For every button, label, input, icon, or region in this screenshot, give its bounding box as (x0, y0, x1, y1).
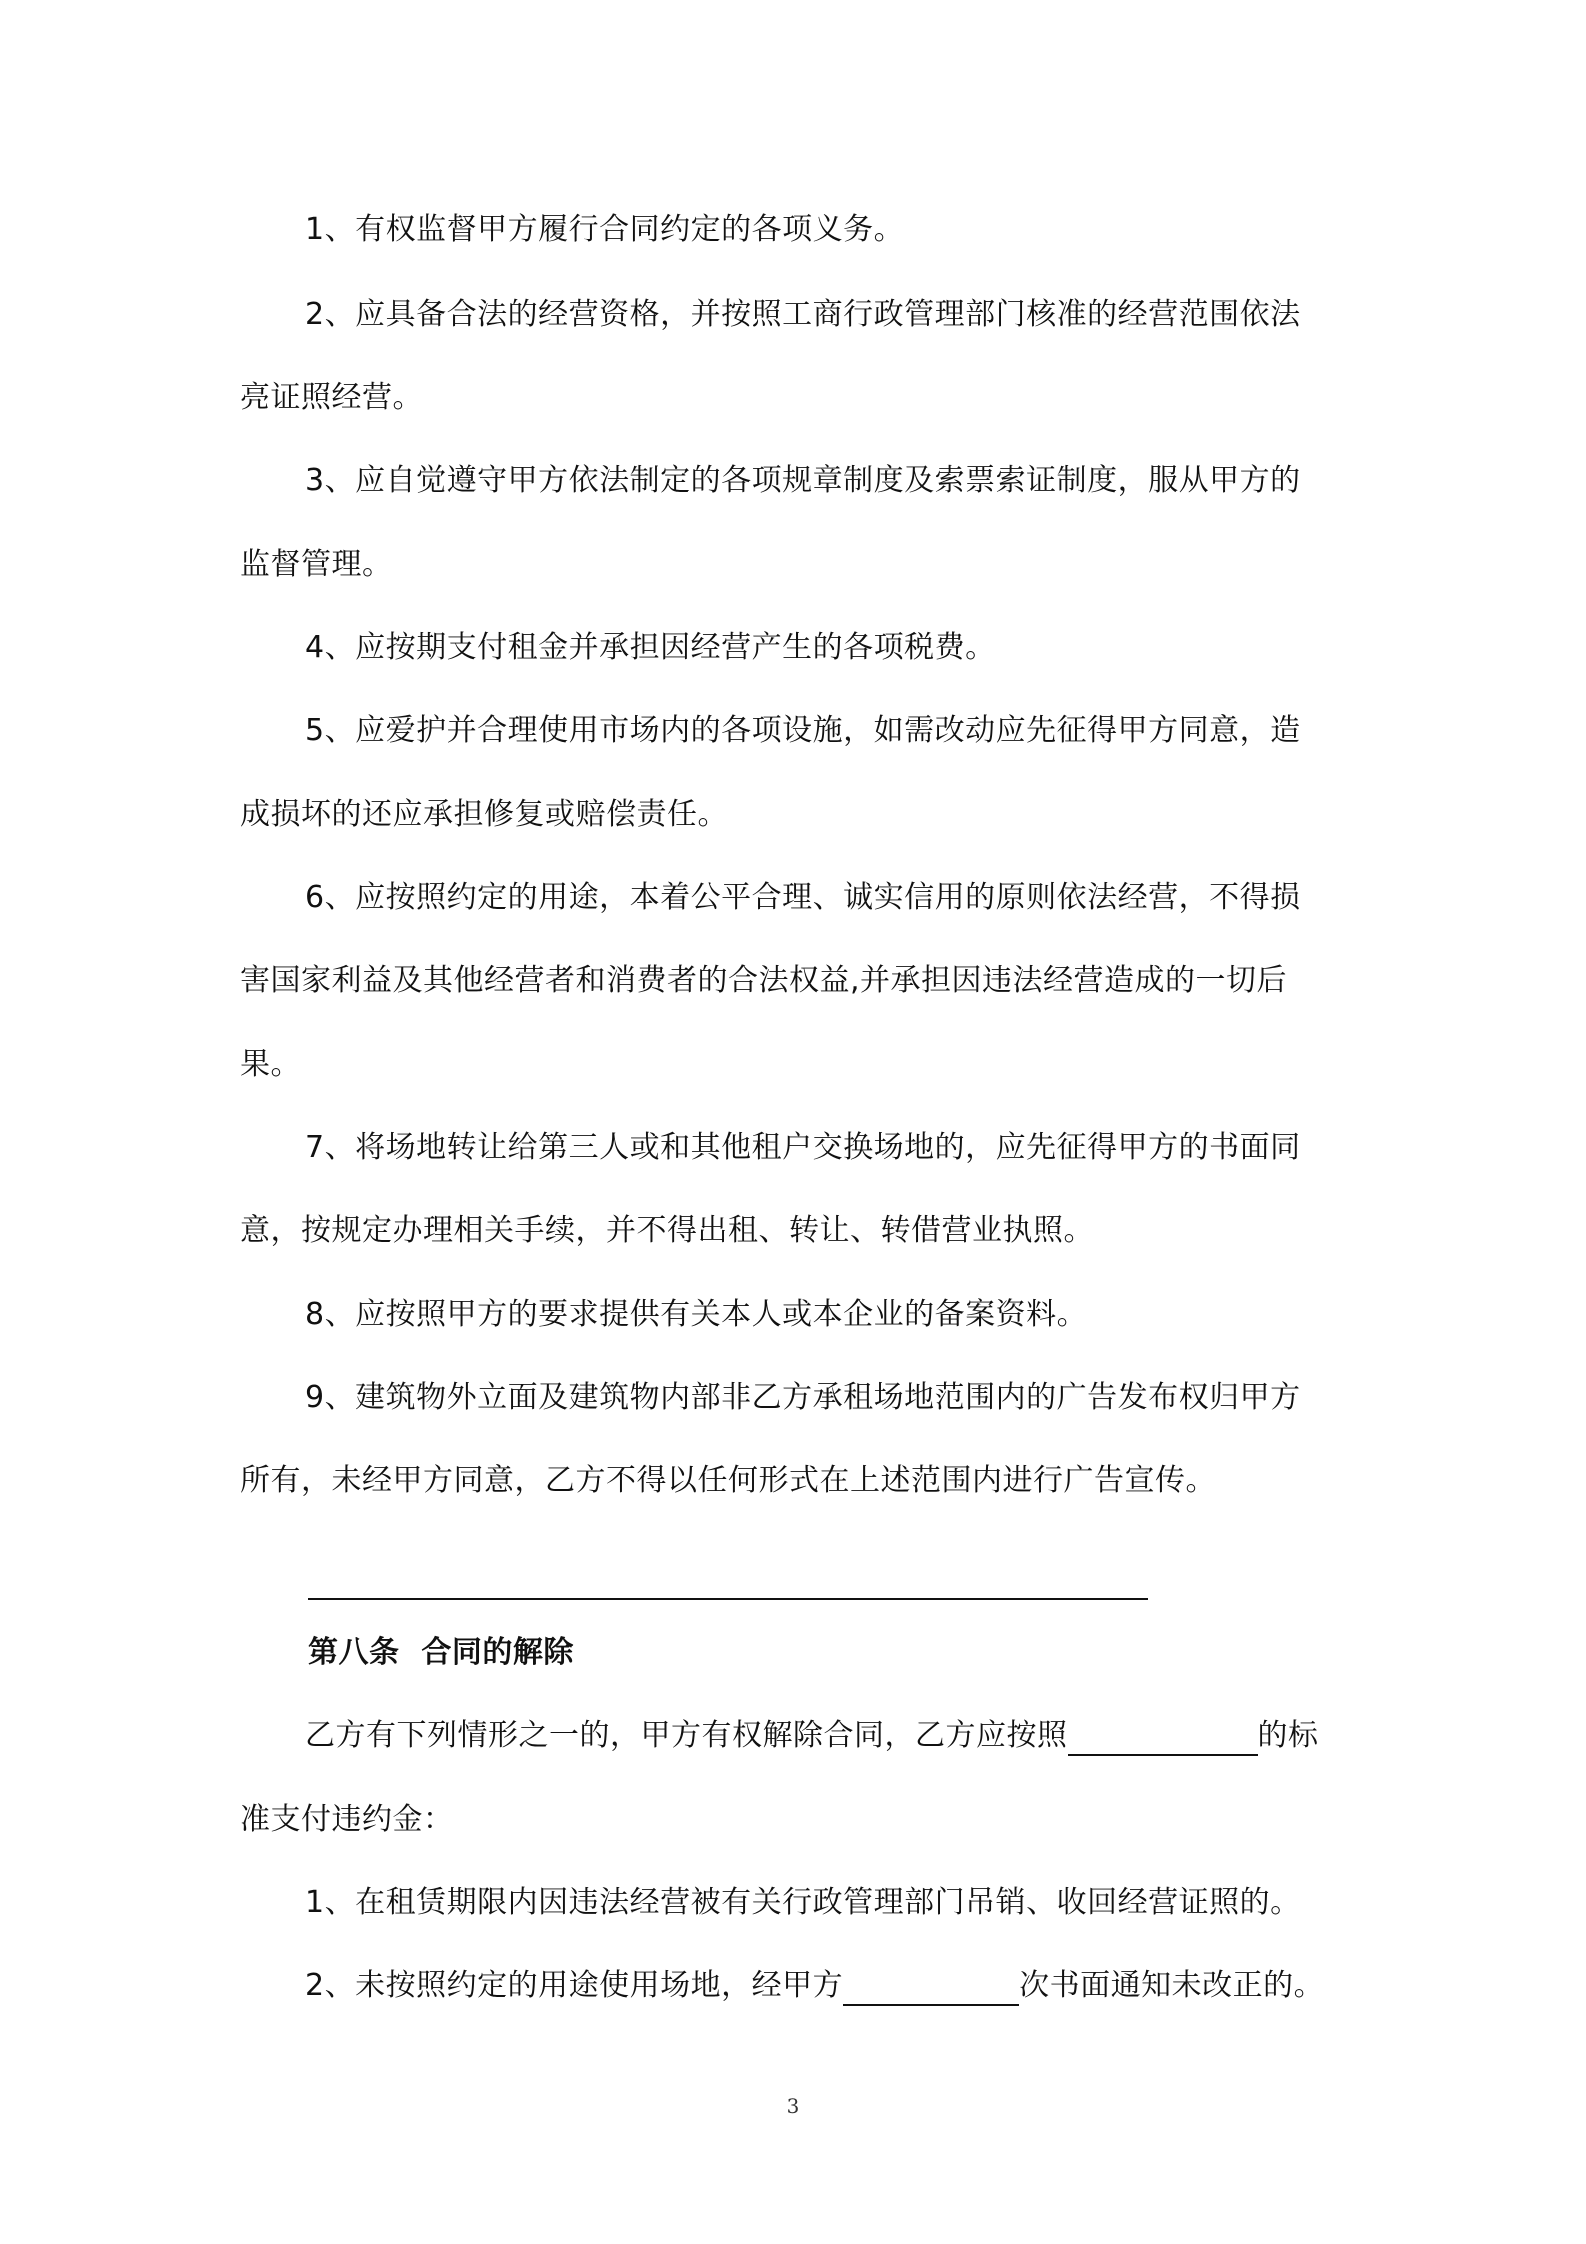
paragraph-line: 所有，未经甲方同意，乙方不得以任何形式在上述范围内进行广告宣传。 (240, 1463, 1216, 1498)
paragraph-line: 7、将场地转让给第三人或和其他租户交换场地的，应先征得甲方的书面同 (305, 1130, 1301, 1165)
section-title: 第八条 合同的解除 (308, 1635, 574, 1670)
termination-item: 1、在租赁期限内因违法经营被有关行政管理部门吊销、收回经营证照的。 (305, 1885, 1301, 1920)
termination-item-suffix: 次书面通知未改正的。 (1019, 1968, 1325, 2003)
paragraph-line: 5、应爱护并合理使用市场内的各项设施，如需改动应先征得甲方同意，造 (305, 713, 1301, 748)
paragraph-line: 监督管理。 (240, 547, 393, 582)
paragraph-line: 3、应自觉遵守甲方依法制定的各项规章制度及索票索证制度，服从甲方的 (305, 463, 1301, 498)
paragraph-line: 害国家利益及其他经营者和消费者的合法权益,并承担因违法经营造成的一切后 (240, 963, 1288, 998)
paragraph-line: 4、应按期支付租金并承担因经营产生的各项税费。 (305, 630, 996, 665)
paragraph-line: 亮证照经营。 (240, 380, 423, 415)
paragraph-line: 8、应按照甲方的要求提供有关本人或本企业的备案资料。 (305, 1297, 1088, 1332)
termination-intro-line (305, 1716, 1360, 1756)
paragraph-line: 意，按规定办理相关手续，并不得出租、转让、转借营业执照。 (240, 1213, 1094, 1248)
notice-count-blank (843, 1970, 1019, 2006)
separator-line (308, 1598, 1148, 1600)
termination-intro-text: 乙方有下列情形之一的，甲方有权解除合同，乙方应按照 (305, 1718, 1068, 1753)
termination-item-text: 2、未按照约定的用途使用场地，经甲方 (305, 1968, 844, 2003)
paragraph-line: 2、应具备合法的经营资格，并按照工商行政管理部门核准的经营范围依法 (305, 297, 1301, 332)
paragraph-line: 6、应按照约定的用途，本着公平合理、诚实信用的原则依法经营，不得损 (305, 880, 1301, 915)
page-number: 3 (786, 2094, 800, 2118)
penalty-rate-blank (1068, 1720, 1258, 1756)
termination-intro-continuation: 准支付违约金： (240, 1802, 454, 1837)
paragraph-line: 成损坏的还应承担修复或赔偿责任。 (240, 797, 728, 832)
paragraph-line: 1、有权监督甲方履行合同约定的各项义务。 (305, 212, 905, 247)
termination-intro-suffix: 的标 (1257, 1718, 1319, 1753)
paragraph-line: 9、建筑物外立面及建筑物内部非乙方承租场地范围内的广告发布权归甲方 (305, 1380, 1301, 1415)
termination-item (305, 1966, 1360, 2006)
paragraph-line: 果。 (240, 1047, 301, 1082)
